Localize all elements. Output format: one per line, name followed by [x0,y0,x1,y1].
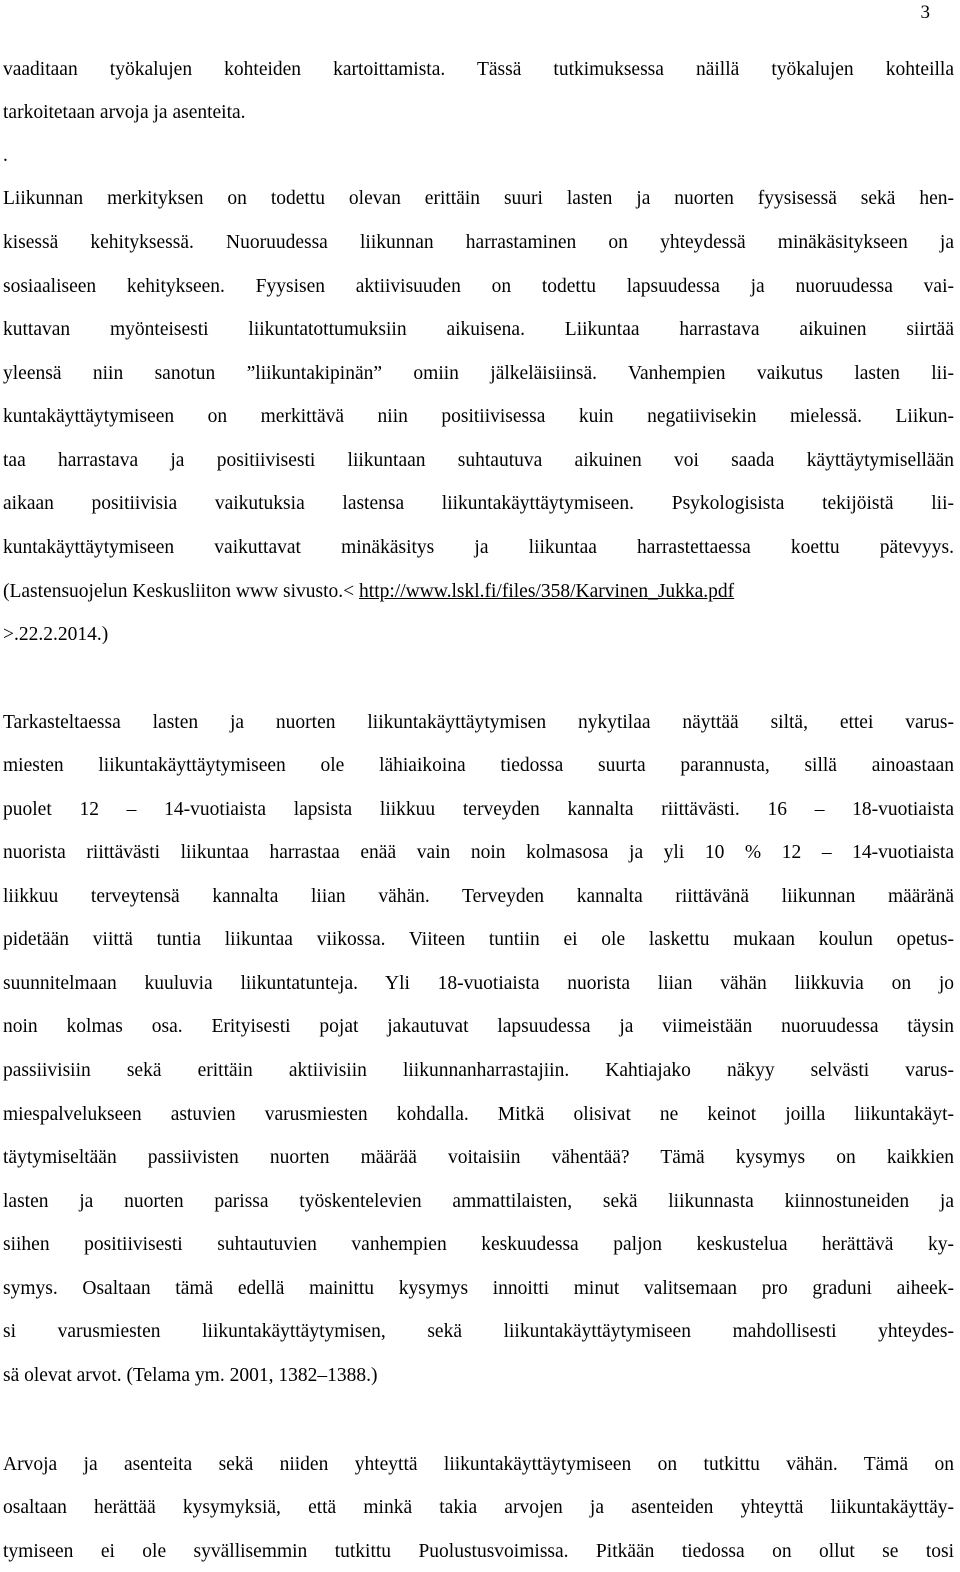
text-line: Tarkasteltaessa lasten ja nuorten liikuntakäyttäytymisen nykytilaa näyttää siltä, ettei varus- [3,712,954,733]
text-line: suunnitelmaan kuuluvia liikuntatunteja. Yli 18-vuotiaista nuorista liian vähän liikkuvia on jo [3,973,954,994]
text-line: miesten liikuntakäyttäytymiseen ole lähiaikoina tiedossa suurta parannusta, sillä ainoastaan [3,755,954,776]
text-line: vaaditaan työkalujen kohteiden kartoittamista. Tässä tutkimuksessa näillä työkalujen kohteilla [3,59,954,80]
page-number: 3 [920,2,930,23]
text-line: miespalvelukseen astuvien varusmiesten kohdalla. Mitkä olisivat ne keinot joilla liikuntakäyt- [3,1104,954,1125]
citation-prefix: (Lastensuojelun Keskusliiton www sivusto.< [3,581,360,602]
text-line: liikkuu terveytensä kannalta liian vähän. Terveyden kannalta riittävänä liikunnan määränä [3,886,954,907]
text-line: noin kolmas osa. Erityisesti pojat jakautuvat lapsuudessa ja viimeistään nuoruudessa täysin [3,1016,954,1037]
text-line: kuntakäyttäytymiseen vaikuttavat minäkäsitys ja liikuntaa harrastettaessa koettu pätevyys. [3,537,954,558]
text-line: tymiseen ei ole syvällisemmin tutkittu Puolustusvoimissa. Pitkään tiedossa on ollut se tosi [3,1541,954,1562]
text-line: kisessä kehityksessä. Nuoruudessa liikunnan harrastaminen on yhteydessä minäkäsitykseen ja [3,232,954,253]
text-line: symys. Osaltaan tämä edellä mainittu kysymys innoitti minut valitsemaan pro graduni aiheek- [3,1278,954,1299]
text-line: . [3,145,8,166]
text-line: Arvoja ja asenteita sekä niiden yhteyttä liikuntakäyttäytymiseen on tutkittu vähän. Tämä on [3,1454,954,1475]
text-line: yleensä niin sanotun ”liikuntakipinän” omiin jälkeläisiinsä. Vanhempien vaikutus lasten lii- [3,363,954,384]
text-line: taa harrastava ja positiivisesti liikuntaan suhtautuva aikuinen voi saada käyttäytymisellään [3,450,954,471]
citation-line [3,580,954,604]
text-line: Liikunnan merkityksen on todettu olevan erittäin suuri lasten ja nuorten fyysisessä sekä hen- [3,188,954,209]
citation-suffix: >.22.2.2014.) [3,624,109,645]
text-line: sä olevat arvot. (Telama ym. 2001, 1382–1388.) [3,1365,378,1386]
text-line: passiivisiin sekä erittäin aktiivisiin liikunnanharrastajiin. Kahtiajako näkyy selvästi varus- [3,1060,954,1081]
text-line: kuttavan myönteisesti liikuntatottumuksiin aikuisena. Liikuntaa harrastava aikuinen siirtää [3,319,954,340]
text-line: siihen positiivisesti suhtautuvien vanhempien keskuudessa paljon keskustelua herättävä ky- [3,1234,954,1255]
text-line: aikaan positiivisia vaikutuksia lastensa liikuntakäyttäytymiseen. Psykologisista tekijöistä lii- [3,493,954,514]
text-line: osaltaan herättää kysymyksiä, että minkä takia arvojen ja asenteiden yhteyttä liikuntakäyttäy- [3,1497,954,1518]
text-line: nuorista riittävästi liikuntaa harrastaa enää vain noin kolmasosa ja yli 10 % 12 – 14-vuotiaista [3,842,954,863]
text-line: lasten ja nuorten parissa työskentelevien ammattilaisten, sekä liikunnasta kiinnostuneiden ja [3,1191,954,1212]
text-line: si varusmiesten liikuntakäyttäytymisen, sekä liikuntakäyttäytymiseen mahdollisesti yhteydes- [3,1321,954,1342]
text-line: sosiaaliseen kehitykseen. Fyysisen aktiivisuuden on todettu lapsuudessa ja nuoruudessa vai- [3,276,954,297]
text-line: puolet 12 – 14-vuotiaista lapsista liikkuu terveyden kannalta riittävästi. 16 – 18-vuotiaista [3,799,954,820]
text-line: tarkoitetaan arvoja ja asenteita. [3,102,246,123]
text-line: pidetään viittä tuntia liikuntaa viikossa. Viiteen tuntiin ei ole laskettu mukaan koulun opetus- [3,929,954,950]
source-link[interactable]: http://www.lskl.fi/files/358/Karvinen_Jukka.pdf [359,581,735,602]
text-line: kuntakäyttäytymiseen on merkittävä niin positiivisessa kuin negatiivisekin mielessä. Liikun- [3,406,954,427]
text-line: täytymiseltään passiivisten nuorten määrää voitaisiin vähentää? Tämä kysymys on kaikkien [3,1147,954,1168]
